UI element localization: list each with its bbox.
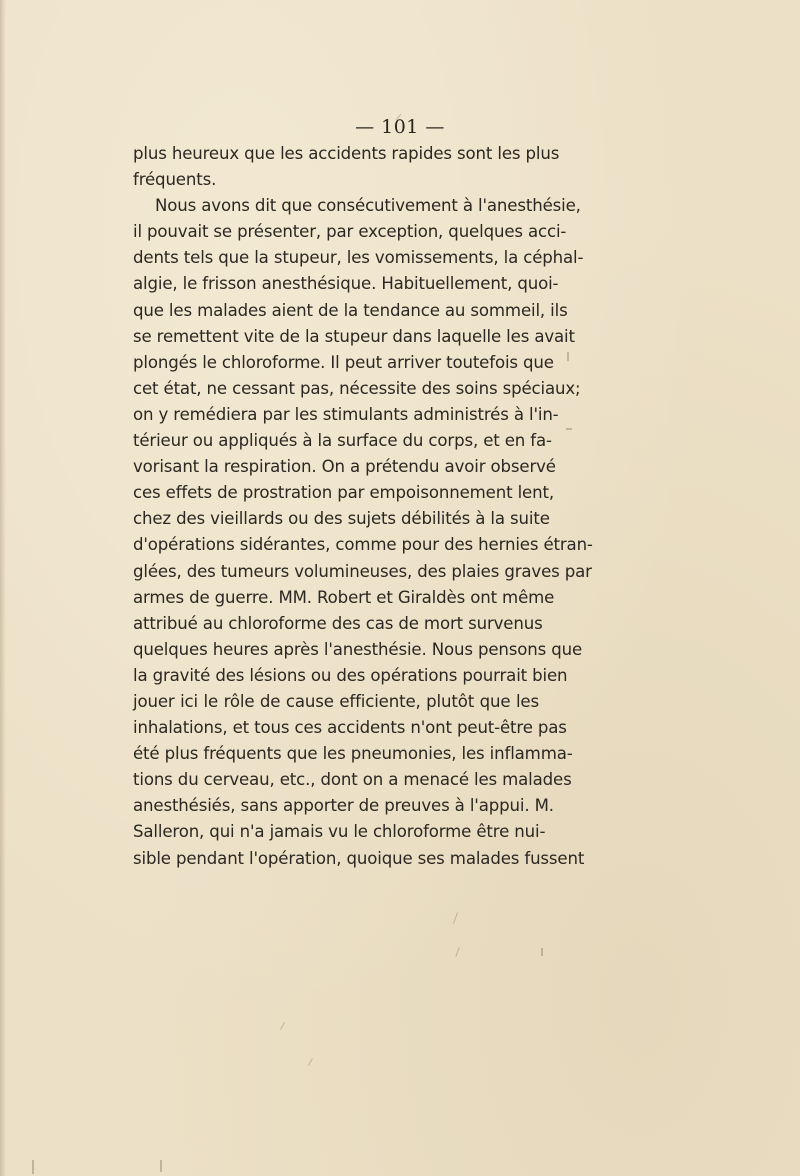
text-line: vorisant la respiration. On a prétendu avoir observé <box>133 457 556 477</box>
text-line: été plus fréquents que les pneumonies, les inflamma- <box>133 744 573 764</box>
paper-speck <box>280 1022 285 1029</box>
paper-speck <box>32 1160 34 1174</box>
paper-speck <box>160 1160 162 1172</box>
text-line: armes de guerre. MM. Robert et Giraldès ont même <box>133 587 555 607</box>
paper-speck <box>455 947 459 957</box>
text-line: plongés le chloroforme. Il peut arriver toutefois que <box>133 352 554 372</box>
text-line: se remettent vite de la stupeur dans laquelle les avait <box>133 326 575 346</box>
paper-speck <box>566 428 572 430</box>
text-line: la gravité des lésions ou des opérations pourrait bien <box>133 665 568 685</box>
text-line: fréquents. <box>133 170 217 190</box>
body-text <box>133 141 593 872</box>
text-line: ces effets de prostration par empoisonnement lent, <box>133 483 554 503</box>
text-line: d'opérations sidérantes, comme pour des hernies étran- <box>133 535 593 555</box>
text-line: chez des vieillards ou des sujets débilités à la suite <box>133 509 550 529</box>
text-line: que les malades aient de la tendance au sommeil, ils <box>133 300 568 320</box>
paper-speck <box>541 948 543 956</box>
text-line: il pouvait se présenter, par exception, quelques acci- <box>133 222 567 242</box>
page-number: — 101 — <box>355 116 445 138</box>
text-line: on y remédiera par les stimulants administrés à l'in- <box>133 404 559 424</box>
text-line: plus heureux que les accidents rapides sont les plus <box>133 144 560 163</box>
text-line: jouer ici le rôle de cause efficiente, plutôt que les <box>133 691 539 711</box>
paper-speck <box>308 1058 313 1065</box>
text-line: inhalations, et tous ces accidents n'ont peut-être pas <box>133 718 567 738</box>
text-line: sible pendant l'opération, quoique ses malades fussent <box>133 848 585 868</box>
text-line: dents tels que la stupeur, les vomissements, la céphal- <box>133 248 584 268</box>
text-line: quelques heures après l'anesthésie. Nous pensons que <box>133 639 583 659</box>
text-line: anesthésiés, sans apporter de preuves à l'appui. M. <box>133 796 554 816</box>
text-line: algie, le frisson anesthésique. Habituellement, quoi- <box>133 274 559 294</box>
page-edge-shadow <box>0 0 6 1176</box>
text-line: tions du cerveau, etc., dont on a menacé les malades <box>133 770 572 790</box>
paper-speck <box>453 912 458 924</box>
paper-speck <box>567 352 569 361</box>
text-line: cet état, ne cessant pas, nécessite des soins spéciaux; <box>133 378 581 398</box>
text-line: attribué au chloroforme des cas de mort survenus <box>133 613 543 633</box>
text-line: Salleron, qui n'a jamais vu le chloroforme être nui- <box>133 822 546 842</box>
text-line: glées, des tumeurs volumineuses, des plaies graves par <box>133 561 592 581</box>
text-line: térieur ou appliqués à la surface du corps, et en fa- <box>133 431 552 451</box>
text-line: Nous avons dit que consécutivement à l'anesthésie, <box>155 196 581 216</box>
